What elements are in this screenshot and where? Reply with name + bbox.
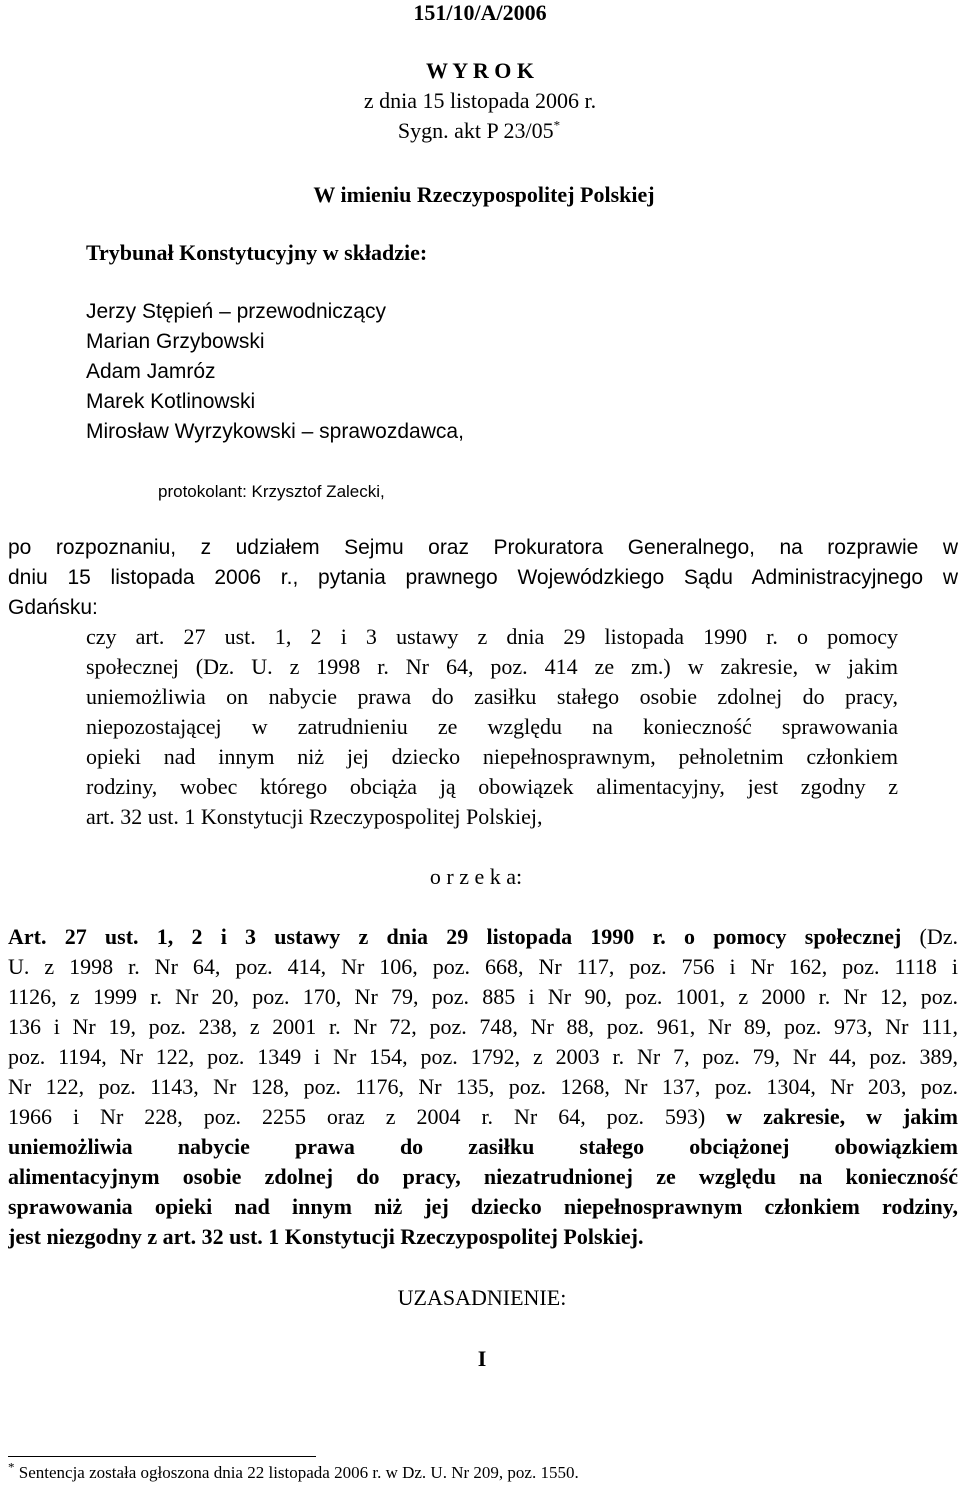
ruling-line xyxy=(8,1102,958,1132)
footnote-mark: * xyxy=(8,1459,15,1475)
ruling-line: 1126, z 1999 r. Nr 20, poz. 170, Nr 79, poz. 885 i Nr 90, poz. 1001, z 2000 r. Nr 12, poz. xyxy=(8,984,958,1009)
verdict-date: z dnia 15 listopada 2006 r. xyxy=(363,88,597,113)
case-signature-text: Sygn. akt P 23/05 xyxy=(397,118,554,143)
case-signature xyxy=(0,116,959,146)
ruling-line xyxy=(8,922,958,952)
question-line: społecznej (Dz. U. z 1998 r. Nr 64, poz. 414 ze zm.) w zakresie, w jakim xyxy=(86,654,898,679)
legal-question xyxy=(86,622,898,832)
member-chair: Jerzy Stępień – przewodniczący xyxy=(86,300,386,323)
ruling-bold-part: w zakresie, w jakim xyxy=(705,1104,958,1129)
intro-paragraph xyxy=(8,533,958,623)
ruling-line: jest niezgodny z art. 32 ust. 1 Konstytucji Rzeczypospolitej Polskiej. xyxy=(8,1224,644,1249)
member: Marian Grzybowski xyxy=(86,330,265,353)
ruling-line: uniemożliwia nabycie prawa do zasiłku stałego obciążonej obowiązkiem xyxy=(8,1134,958,1159)
intro-line: Gdańsku: xyxy=(8,596,98,619)
composition-members xyxy=(86,297,464,447)
clerk-line: protokolant: Krzysztof Zalecki, xyxy=(158,482,385,501)
justification-heading: UZASADNIENIE: xyxy=(397,1285,567,1310)
ruling-heading: o r z e k a: xyxy=(429,864,523,889)
ruling-text xyxy=(8,922,958,1252)
ruling-line: Nr 122, poz. 1143, Nr 128, poz. 1176, Nr 135, poz. 1268, Nr 137, poz. 1304, Nr 203, poz. xyxy=(8,1074,958,1099)
ruling-line: alimentacyjnym osobie zdolnej do pracy, niezatrudnionej ze względu na konieczność xyxy=(8,1164,958,1189)
question-line: opieki nad innym niż jej dziecko niepełnosprawnym, pełnoletnim członkiem xyxy=(86,744,898,769)
question-line: art. 32 ust. 1 Konstytucji Rzeczypospolitej Polskiej, xyxy=(86,804,543,829)
question-line: uniemożliwia on nabycie prawa do zasiłku stałego osobie zdolnej do pracy, xyxy=(86,684,898,709)
ruling-plain-part: 1966 i Nr 228, poz. 2255 oraz z 2004 r. Nr 64, poz. 593) xyxy=(8,1104,706,1129)
verdict-title: W Y R O K xyxy=(426,58,534,83)
ruling-bold-part: Art. 27 ust. 1, 2 i 3 ustawy z dnia 29 listopada 1990 r. o pomocy społecznej xyxy=(8,924,902,949)
case-number: 151/10/A/2006 xyxy=(413,0,547,25)
ruling-line: U. z 1998 r. Nr 64, poz. 414, Nr 106, poz. 668, Nr 117, poz. 756 i Nr 162, poz. 1118 i xyxy=(8,954,958,979)
question-line: czy art. 27 ust. 1, 2 i 3 ustawy z dnia 29 listopada 1990 r. o pomocy xyxy=(86,624,898,649)
ruling-line: poz. 1194, Nr 122, poz. 1349 i Nr 154, poz. 1792, z 2003 r. Nr 7, poz. 79, Nr 44, poz. 389, xyxy=(8,1044,958,1069)
question-line: rodziny, wobec którego obciąża ją obowiązek alimentacyjny, jest zgodny z xyxy=(86,774,898,799)
member: Adam Jamróz xyxy=(86,360,216,383)
intro-line: po rozpoznaniu, z udziałem Sejmu oraz Prokuratora Generalnego, na rozprawie w xyxy=(8,536,958,559)
composition-heading: Trybunał Konstytucyjny w składzie: xyxy=(86,240,428,265)
section-number: I xyxy=(477,1346,487,1371)
footnote-reference: * xyxy=(553,117,561,133)
invocation: W imieniu Rzeczypospolitej Polskiej xyxy=(313,182,655,207)
footnote-text: Sentencja została ogłoszona dnia 22 listopada 2006 r. w Dz. U. Nr 209, poz. 1550. xyxy=(14,1463,579,1482)
ruling-plain-part: (Dz. xyxy=(901,924,958,949)
intro-line: dniu 15 listopada 2006 r., pytania prawnego Wojewódzkiego Sądu Administracyjnego w xyxy=(8,566,958,589)
member-rapporteur: Mirosław Wyrzykowski – sprawozdawca, xyxy=(86,420,464,443)
ruling-line: sprawowania opieki nad innym niż jej dziecko niepełnosprawnym członkiem rodziny, xyxy=(8,1194,958,1219)
footnote xyxy=(8,1459,579,1484)
question-line: niepozostającej w zatrudnieniu ze względu na konieczność sprawowania xyxy=(86,714,898,739)
ruling-line: 136 i Nr 19, poz. 238, z 2001 r. Nr 72, poz. 748, Nr 88, poz. 961, Nr 89, poz. 973, Nr 111, xyxy=(8,1014,958,1039)
member: Marek Kotlinowski xyxy=(86,390,256,413)
footnote-divider xyxy=(8,1456,316,1457)
